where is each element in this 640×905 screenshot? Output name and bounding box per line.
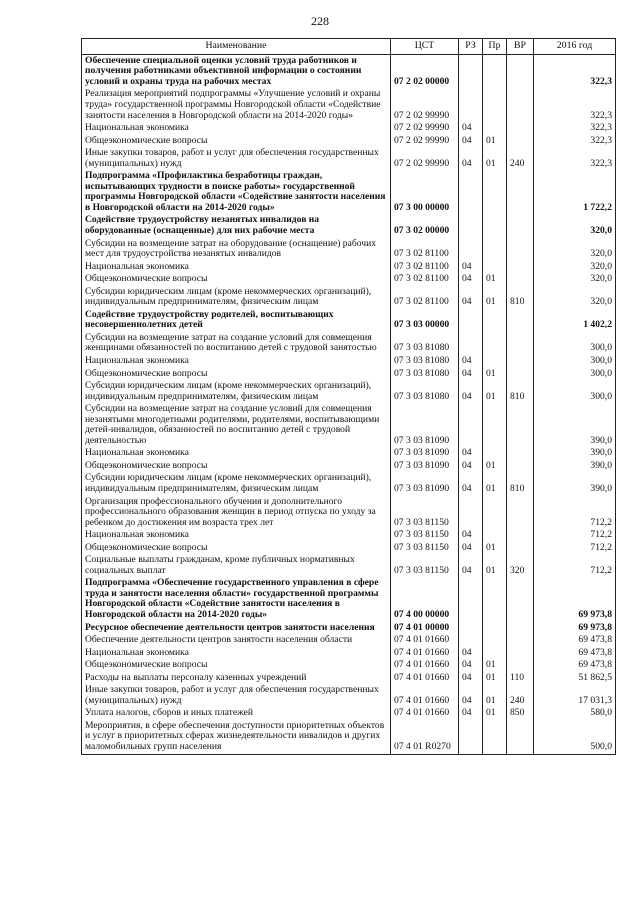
- cell-name: Расходы на выплаты персоналу казенных учреждений: [82, 672, 391, 685]
- cell-name: Общеэкономические вопросы: [82, 273, 391, 286]
- table-row: [82, 577, 616, 621]
- cell-rz: 04: [459, 472, 483, 495]
- cell-name: Подпрограмма «Профилактика безработицы граждан, испытывающих трудности в поиске работы» государственной программы Новгородской области «Содействие занятости населения в Новгородской области на 2014-2020 годы»: [82, 170, 391, 214]
- header-vr: ВР: [507, 39, 534, 55]
- table-row: [82, 403, 616, 447]
- cell-name: Общеэкономические вопросы: [82, 659, 391, 672]
- cell-pr: [483, 122, 507, 135]
- cell-vr: [507, 542, 534, 555]
- cell-vr: [507, 647, 534, 660]
- cell-rz: [459, 634, 483, 647]
- table-row: [82, 214, 616, 237]
- cell-pr: [483, 170, 507, 214]
- cell-name: Национальная экономика: [82, 355, 391, 368]
- cell-vr: [507, 577, 534, 621]
- cell-rz: 04: [459, 659, 483, 672]
- cell-cst: 07 3 02 81100: [391, 286, 459, 309]
- table-row: [82, 135, 616, 148]
- cell-vr: 240: [507, 147, 534, 170]
- cell-rz: 04: [459, 554, 483, 577]
- cell-cst: 07 4 01 01660: [391, 659, 459, 672]
- cell-pr: [483, 214, 507, 237]
- cell-rz: 04: [459, 147, 483, 170]
- cell-rz: 04: [459, 273, 483, 286]
- cell-name: Подпрограмма «Обеспечение государственного управления в сфере труда и занятости населения области» государственной программы Новгородской области «Содействие занятости населения в Новгородской области на 2014-2020 годы»: [82, 577, 391, 621]
- table-row: [82, 88, 616, 122]
- cell-pr: 01: [483, 542, 507, 555]
- cell-cst: 07 3 02 81100: [391, 238, 459, 261]
- cell-name: Общеэкономические вопросы: [82, 542, 391, 555]
- cell-pr: 01: [483, 707, 507, 720]
- cell-amount: 69 473,8: [534, 647, 616, 660]
- cell-vr: [507, 634, 534, 647]
- cell-name: Содействие трудоустройству незанятых инвалидов на оборудованные (оснащенные) для них рабочие места: [82, 214, 391, 237]
- table-row: [82, 273, 616, 286]
- cell-pr: [483, 496, 507, 530]
- header-name: Наименование: [82, 39, 391, 55]
- cell-pr: [483, 88, 507, 122]
- cell-vr: [507, 170, 534, 214]
- cell-pr: [483, 54, 507, 88]
- table-row: [82, 238, 616, 261]
- header-year: 2016 год: [534, 39, 616, 55]
- table-row: [82, 355, 616, 368]
- cell-rz: 04: [459, 355, 483, 368]
- cell-name: Мероприятия, в сфере обеспечения доступности приоритетных объектов и услуг в приоритетных сферах жизнедеятельности инвалидов и других маломобильных групп населения: [82, 720, 391, 754]
- cell-name: Организация профессионального обучения и дополнительного профессионального образования женщин в период отпуска по уходу за ребенком до достижения им возраста трех лет: [82, 496, 391, 530]
- cell-amount: 69 473,8: [534, 659, 616, 672]
- cell-vr: [507, 368, 534, 381]
- cell-rz: 04: [459, 447, 483, 460]
- cell-cst: 07 3 03 81090: [391, 460, 459, 473]
- table-row: [82, 659, 616, 672]
- cell-amount: 322,3: [534, 147, 616, 170]
- table-row: [82, 672, 616, 685]
- cell-cst: 07 3 02 00000: [391, 214, 459, 237]
- cell-amount: 322,3: [534, 88, 616, 122]
- cell-cst: 07 2 02 99990: [391, 88, 459, 122]
- cell-vr: 810: [507, 472, 534, 495]
- cell-vr: [507, 88, 534, 122]
- cell-amount: 712,2: [534, 496, 616, 530]
- cell-cst: 07 4 01 R0270: [391, 720, 459, 754]
- cell-rz: 04: [459, 707, 483, 720]
- cell-vr: [507, 261, 534, 274]
- cell-pr: 01: [483, 380, 507, 403]
- cell-vr: [507, 447, 534, 460]
- cell-pr: [483, 355, 507, 368]
- cell-cst: 07 4 01 00000: [391, 622, 459, 635]
- cell-amount: 712,2: [534, 542, 616, 555]
- cell-vr: [507, 214, 534, 237]
- cell-cst: 07 3 03 81090: [391, 472, 459, 495]
- cell-cst: 07 4 01 01660: [391, 672, 459, 685]
- table-header-row: [82, 39, 616, 55]
- cell-cst: 07 3 03 81080: [391, 380, 459, 403]
- table-row: [82, 309, 616, 332]
- cell-cst: 07 2 02 99990: [391, 122, 459, 135]
- cell-amount: 69 473,8: [534, 634, 616, 647]
- cell-name: Обеспечение специальной оценки условий труда работников и получения работниками объективной информации о состоянии условий и охраны труда на рабочих местах: [82, 54, 391, 88]
- cell-pr: [483, 647, 507, 660]
- cell-vr: 320: [507, 554, 534, 577]
- cell-amount: 712,2: [534, 529, 616, 542]
- cell-vr: 850: [507, 707, 534, 720]
- cell-amount: 300,0: [534, 332, 616, 355]
- cell-amount: 1 722,2: [534, 170, 616, 214]
- header-rz: РЗ: [459, 39, 483, 55]
- cell-vr: 810: [507, 380, 534, 403]
- cell-vr: [507, 54, 534, 88]
- cell-vr: [507, 238, 534, 261]
- cell-amount: 322,3: [534, 122, 616, 135]
- cell-name: Общеэкономические вопросы: [82, 460, 391, 473]
- cell-pr: 01: [483, 684, 507, 707]
- cell-rz: [459, 238, 483, 261]
- cell-pr: [483, 622, 507, 635]
- cell-amount: 390,0: [534, 460, 616, 473]
- cell-pr: 01: [483, 368, 507, 381]
- table-row: [82, 447, 616, 460]
- cell-vr: [507, 309, 534, 332]
- cell-rz: 04: [459, 542, 483, 555]
- cell-amount: 580,0: [534, 707, 616, 720]
- cell-rz: 04: [459, 380, 483, 403]
- cell-vr: 240: [507, 684, 534, 707]
- cell-name: Субсидии юридическим лицам (кроме некоммерческих организаций), индивидуальным предпринимателям, физическим лицам: [82, 472, 391, 495]
- cell-vr: [507, 332, 534, 355]
- cell-amount: 390,0: [534, 403, 616, 447]
- cell-name: Национальная экономика: [82, 529, 391, 542]
- table-row: [82, 380, 616, 403]
- cell-pr: 01: [483, 286, 507, 309]
- cell-rz: 04: [459, 286, 483, 309]
- cell-cst: 07 3 03 81150: [391, 554, 459, 577]
- cell-cst: 07 3 03 81150: [391, 542, 459, 555]
- table-row: [82, 496, 616, 530]
- table-row: [82, 529, 616, 542]
- cell-cst: 07 3 03 81080: [391, 355, 459, 368]
- cell-rz: 04: [459, 529, 483, 542]
- cell-rz: [459, 496, 483, 530]
- cell-pr: [483, 332, 507, 355]
- table-row: [82, 332, 616, 355]
- cell-name: Субсидии на возмещение затрат на оборудование (оснащение) рабочих мест для трудоустройства незанятых инвалидов: [82, 238, 391, 261]
- cell-pr: [483, 238, 507, 261]
- cell-amount: 500,0: [534, 720, 616, 754]
- cell-cst: 07 3 03 81150: [391, 529, 459, 542]
- cell-name: Иные закупки товаров, работ и услуг для обеспечения государственных (муниципальных) нужд: [82, 684, 391, 707]
- cell-amount: 320,0: [534, 214, 616, 237]
- table-row: [82, 542, 616, 555]
- table-row: [82, 261, 616, 274]
- table-row: [82, 622, 616, 635]
- cell-amount: 322,3: [534, 54, 616, 88]
- cell-name: Субсидии юридическим лицам (кроме некоммерческих организаций), индивидуальным предпринимателям, физическим лицам: [82, 380, 391, 403]
- cell-amount: 320,0: [534, 286, 616, 309]
- cell-amount: 51 862,5: [534, 672, 616, 685]
- cell-name: Реализация мероприятий подпрограммы «Улучшение условий и охраны труда» государственной программы Новгородской области «Содействие занятости населения в Новгородской области на 2014-2020 годы»: [82, 88, 391, 122]
- cell-pr: 01: [483, 554, 507, 577]
- cell-cst: 07 2 02 00000: [391, 54, 459, 88]
- cell-vr: [507, 403, 534, 447]
- cell-amount: 320,0: [534, 273, 616, 286]
- cell-rz: 04: [459, 647, 483, 660]
- header-pr: Пр: [483, 39, 507, 55]
- cell-pr: [483, 403, 507, 447]
- cell-amount: 322,3: [534, 135, 616, 148]
- cell-name: Субсидии на возмещение затрат на создание условий для совмещения женщинами обязанностей по воспитанию детей с трудовой занятостью: [82, 332, 391, 355]
- cell-rz: 04: [459, 684, 483, 707]
- cell-rz: [459, 170, 483, 214]
- table-row: [82, 554, 616, 577]
- cell-rz: 04: [459, 122, 483, 135]
- header-cst: ЦСТ: [391, 39, 459, 55]
- cell-vr: [507, 135, 534, 148]
- cell-rz: 04: [459, 460, 483, 473]
- cell-rz: [459, 720, 483, 754]
- cell-name: Иные закупки товаров, работ и услуг для обеспечения государственных (муниципальных) нужд: [82, 147, 391, 170]
- cell-vr: [507, 355, 534, 368]
- cell-cst: 07 4 00 00000: [391, 577, 459, 621]
- cell-vr: 810: [507, 286, 534, 309]
- cell-cst: 07 4 01 01660: [391, 684, 459, 707]
- cell-pr: [483, 577, 507, 621]
- cell-vr: [507, 460, 534, 473]
- cell-rz: [459, 214, 483, 237]
- cell-rz: [459, 54, 483, 88]
- table-row: [82, 634, 616, 647]
- cell-cst: 07 3 02 81100: [391, 273, 459, 286]
- cell-rz: [459, 403, 483, 447]
- cell-vr: [507, 529, 534, 542]
- table-row: [82, 170, 616, 214]
- cell-amount: 712,2: [534, 554, 616, 577]
- cell-name: Субсидии на возмещение затрат на создание условий для совмещения незанятыми многодетными родителями, родителями, воспитывающими детей-инвалидов, обязанностей по воспитанию детей с трудовой деятельностью: [82, 403, 391, 447]
- cell-pr: 01: [483, 672, 507, 685]
- cell-pr: [483, 309, 507, 332]
- table-row: [82, 368, 616, 381]
- cell-pr: 01: [483, 460, 507, 473]
- cell-name: Национальная экономика: [82, 261, 391, 274]
- table-row: [82, 122, 616, 135]
- cell-name: Субсидии юридическим лицам (кроме некоммерческих организаций), индивидуальным предпринимателям, физическим лицам: [82, 286, 391, 309]
- table-row: [82, 472, 616, 495]
- cell-vr: [507, 622, 534, 635]
- cell-name: Национальная экономика: [82, 647, 391, 660]
- cell-amount: 300,0: [534, 380, 616, 403]
- cell-amount: 300,0: [534, 368, 616, 381]
- cell-amount: 320,0: [534, 238, 616, 261]
- cell-rz: [459, 332, 483, 355]
- cell-cst: 07 3 00 00000: [391, 170, 459, 214]
- cell-vr: [507, 659, 534, 672]
- cell-vr: [507, 720, 534, 754]
- cell-rz: 04: [459, 261, 483, 274]
- table-row: [82, 647, 616, 660]
- table-body: [82, 54, 616, 754]
- page-number: 228: [311, 14, 329, 28]
- cell-rz: 04: [459, 135, 483, 148]
- table-row: [82, 720, 616, 754]
- cell-rz: [459, 309, 483, 332]
- cell-cst: 07 4 01 01660: [391, 647, 459, 660]
- cell-name: Национальная экономика: [82, 447, 391, 460]
- cell-amount: 69 973,8: [534, 622, 616, 635]
- cell-pr: 01: [483, 147, 507, 170]
- cell-amount: 69 973,8: [534, 577, 616, 621]
- cell-cst: 07 2 02 99990: [391, 147, 459, 170]
- table-row: [82, 54, 616, 88]
- cell-pr: 01: [483, 472, 507, 495]
- cell-rz: [459, 577, 483, 621]
- cell-cst: 07 3 03 81090: [391, 447, 459, 460]
- cell-rz: 04: [459, 368, 483, 381]
- cell-name: Уплата налогов, сборов и иных платежей: [82, 707, 391, 720]
- cell-cst: 07 4 01 01660: [391, 634, 459, 647]
- cell-name: Общеэкономические вопросы: [82, 368, 391, 381]
- cell-pr: 01: [483, 659, 507, 672]
- cell-name: Национальная экономика: [82, 122, 391, 135]
- cell-amount: 300,0: [534, 355, 616, 368]
- table-row: [82, 684, 616, 707]
- cell-name: Содействие трудоустройству родителей, воспитывающих несовершеннолетних детей: [82, 309, 391, 332]
- cell-pr: [483, 261, 507, 274]
- cell-cst: 07 3 02 81100: [391, 261, 459, 274]
- cell-rz: 04: [459, 672, 483, 685]
- cell-cst: 07 2 02 99990: [391, 135, 459, 148]
- cell-pr: [483, 447, 507, 460]
- table-row: [82, 147, 616, 170]
- cell-name: Обеспечение деятельности центров занятости населения области: [82, 634, 391, 647]
- cell-rz: [459, 88, 483, 122]
- cell-cst: 07 3 03 81080: [391, 332, 459, 355]
- cell-pr: [483, 529, 507, 542]
- cell-pr: [483, 720, 507, 754]
- cell-name: Ресурсное обеспечение деятельности центров занятости населения: [82, 622, 391, 635]
- cell-amount: 390,0: [534, 447, 616, 460]
- cell-cst: 07 3 03 81150: [391, 496, 459, 530]
- cell-cst: 07 4 01 01660: [391, 707, 459, 720]
- cell-amount: 390,0: [534, 472, 616, 495]
- cell-vr: [507, 273, 534, 286]
- cell-amount: 17 031,3: [534, 684, 616, 707]
- cell-name: Социальные выплаты гражданам, кроме публичных нормативных социальных выплат: [82, 554, 391, 577]
- cell-pr: [483, 634, 507, 647]
- cell-vr: 110: [507, 672, 534, 685]
- cell-vr: [507, 122, 534, 135]
- cell-amount: 1 402,2: [534, 309, 616, 332]
- cell-cst: 07 3 03 00000: [391, 309, 459, 332]
- cell-cst: 07 3 03 81080: [391, 368, 459, 381]
- table-row: [82, 286, 616, 309]
- table-row: [82, 460, 616, 473]
- cell-rz: [459, 622, 483, 635]
- cell-amount: 320,0: [534, 261, 616, 274]
- cell-pr: 01: [483, 135, 507, 148]
- cell-cst: 07 3 03 81090: [391, 403, 459, 447]
- table-row: [82, 707, 616, 720]
- budget-table: [81, 38, 616, 755]
- cell-name: Общеэкономические вопросы: [82, 135, 391, 148]
- cell-pr: 01: [483, 273, 507, 286]
- cell-vr: [507, 496, 534, 530]
